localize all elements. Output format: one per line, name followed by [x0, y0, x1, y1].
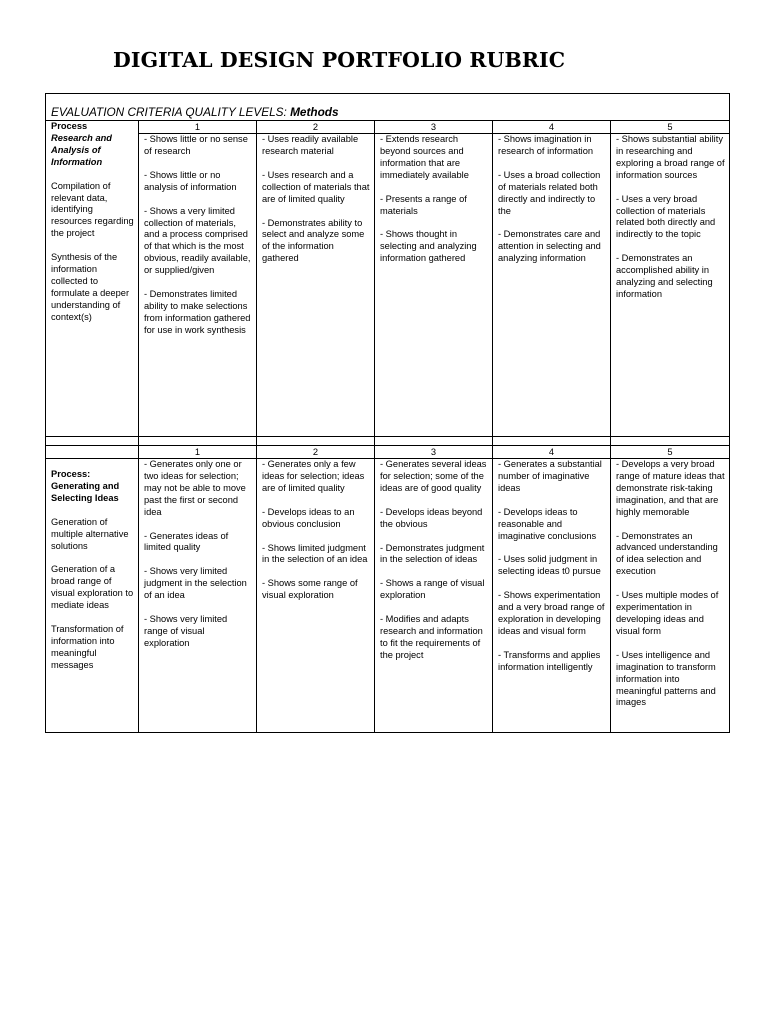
rubric-item: - Shows limited judgment in the selection of an idea	[262, 542, 368, 565]
criterion-title: Process: Generating and Selecting Ideas	[51, 469, 120, 503]
rubric-item: - Transforms and applies information intelligently	[498, 649, 601, 672]
table-row	[46, 459, 730, 733]
rubric-item: - Presents a range of materials	[380, 193, 467, 216]
rubric-item: - Uses solid judgment in selecting ideas t0 pursue	[498, 554, 601, 577]
spacer-cell	[611, 437, 730, 446]
level-label: 2	[257, 446, 375, 459]
table-row	[46, 134, 730, 437]
criterion-detail: Compilation of relevant data, identifying resources regarding the project	[51, 180, 134, 239]
level-label: 4	[493, 446, 611, 459]
rubric-item: - Shows little or no analysis of information	[144, 169, 237, 192]
rubric-cell	[139, 134, 257, 437]
rubric-item: - Demonstrates ability to select and analyze some of the information gathered	[262, 217, 365, 264]
level-empty-cell	[46, 446, 139, 459]
level-label: 5	[611, 121, 730, 134]
rubric-cell	[493, 459, 611, 733]
rubric-item: - Shows thought in selecting and analyzing information gathered	[380, 229, 477, 264]
rubric-table	[45, 93, 730, 733]
rubric-cell	[493, 134, 611, 437]
rubric-item: - Extends research beyond sources and information that are immediately available	[380, 134, 469, 180]
criterion-cell	[46, 459, 139, 733]
document-title: DIGITAL DESIGN PORTFOLIO RUBRIC	[113, 48, 566, 72]
level-label: 3	[375, 121, 493, 134]
table-header-row	[46, 94, 730, 121]
rubric-item: - Shows little or no sense of research	[144, 134, 248, 156]
level-label: 5	[611, 446, 730, 459]
rubric-item: - Demonstrates an advanced understanding of idea selection and execution	[616, 530, 718, 577]
rubric-item: - Develops ideas beyond the obvious	[380, 506, 483, 529]
rubric-item: - Shows very limited judgment in the selection of an idea	[144, 566, 247, 601]
header-suffix: Methods	[290, 105, 339, 119]
rubric-item: - Generates several ideas for selection; some of the ideas are of good quality	[380, 459, 487, 493]
spacer-cell	[139, 437, 257, 446]
rubric-item: - Shows a very limited collection of materials, and a process comprised of that which is the most obvious, readily available, or supplied/given	[144, 205, 251, 276]
rubric-cell	[257, 134, 375, 437]
rubric-item: - Shows very limited range of visual exploration	[144, 614, 228, 648]
rubric-item: - Demonstrates limited ability to make selections from information gathered for use in work synthesis	[144, 289, 251, 335]
rubric-cell	[375, 134, 493, 437]
level-row	[46, 121, 730, 134]
criterion-cell	[46, 121, 139, 437]
level-label: 2	[257, 121, 375, 134]
rubric-item: - Uses a very broad collection of materials related both directly and indirectly to the topic	[616, 193, 716, 240]
rubric-cell	[139, 459, 257, 733]
rubric-cell	[375, 459, 493, 733]
rubric-item: - Develops ideas to an obvious conclusion	[262, 506, 355, 529]
spacer-row	[46, 437, 730, 446]
criterion-detail: Synthesis of the information collected to formulate a deeper understanding of context(s)	[51, 252, 130, 322]
rubric-item: - Shows some range of visual exploration	[262, 578, 358, 601]
criterion-detail: Generation of a broad range of visual exploration to mediate ideas	[51, 564, 134, 611]
evaluation-criteria-header	[46, 94, 730, 121]
level-label: 1	[139, 446, 257, 459]
level-label: 4	[493, 121, 611, 134]
spacer-cell	[493, 437, 611, 446]
rubric-item: - Generates only a few ideas for selection; ideas are of limited quality	[262, 459, 365, 493]
rubric-item: - Demonstrates an accomplished ability in analyzing and selecting information	[616, 253, 713, 299]
criterion-title: Process	[51, 121, 88, 131]
rubric-item: - Generates only one or two ideas for selection; may not be able to move past the first or second idea	[144, 459, 246, 517]
rubric-cell	[611, 134, 730, 437]
rubric-item: - Uses a broad collection of materials related both directly and indirectly to the	[498, 169, 601, 216]
rubric-item: - Shows imagination in research of information	[498, 134, 594, 156]
rubric-item: - Shows a range of visual exploration	[380, 578, 485, 601]
rubric-item: - Generates a substantial number of imaginative ideas	[498, 459, 602, 493]
rubric-item: - Uses multiple modes of experimentation in developing ideas and visual form	[616, 590, 719, 636]
criterion-detail: Generation of multiple alternative solutions	[51, 516, 129, 551]
rubric-item: - Demonstrates care and attention in selecting and analyzing information	[498, 229, 601, 264]
rubric-item: - Uses research and a collection of materials that are of limited quality	[262, 169, 370, 204]
rubric-item: - Develops a very broad range of mature ideas that demonstrate risk-taking imagination, and that are highly memorable	[616, 459, 725, 517]
criterion-detail: Transformation of information into meaningful messages	[51, 624, 124, 670]
level-label: 3	[375, 446, 493, 459]
rubric-item: - Uses readily available research material	[262, 134, 359, 156]
rubric-item: - Shows experimentation and a very broad range of exploration in developing ideas and visual form	[498, 590, 605, 636]
rubric-item: - Generates ideas of limited quality	[144, 530, 229, 553]
rubric-item: - Uses intelligence and imagination to transform information into meaningful patterns and images	[616, 649, 716, 708]
rubric-cell	[257, 459, 375, 733]
rubric-item: - Modifies and adapts research and information to fit the requirements of the project	[380, 614, 483, 660]
level-label: 1	[139, 121, 257, 134]
header-prefix: EVALUATION CRITERIA QUALITY LEVELS:	[51, 105, 291, 119]
rubric-item: - Shows substantial ability in researching and exploring a broad range of information sources	[616, 134, 725, 180]
spacer-cell	[375, 437, 493, 446]
rubric-cell	[611, 459, 730, 733]
criterion-subtitle: Research and Analysis of Information	[51, 132, 112, 167]
spacer-cell	[257, 437, 375, 446]
level-row	[46, 446, 730, 459]
spacer-cell	[46, 437, 139, 446]
rubric-item: - Demonstrates judgment in the selection of ideas	[380, 542, 485, 565]
rubric-item: - Develops ideas to reasonable and imaginative conclusions	[498, 506, 597, 541]
